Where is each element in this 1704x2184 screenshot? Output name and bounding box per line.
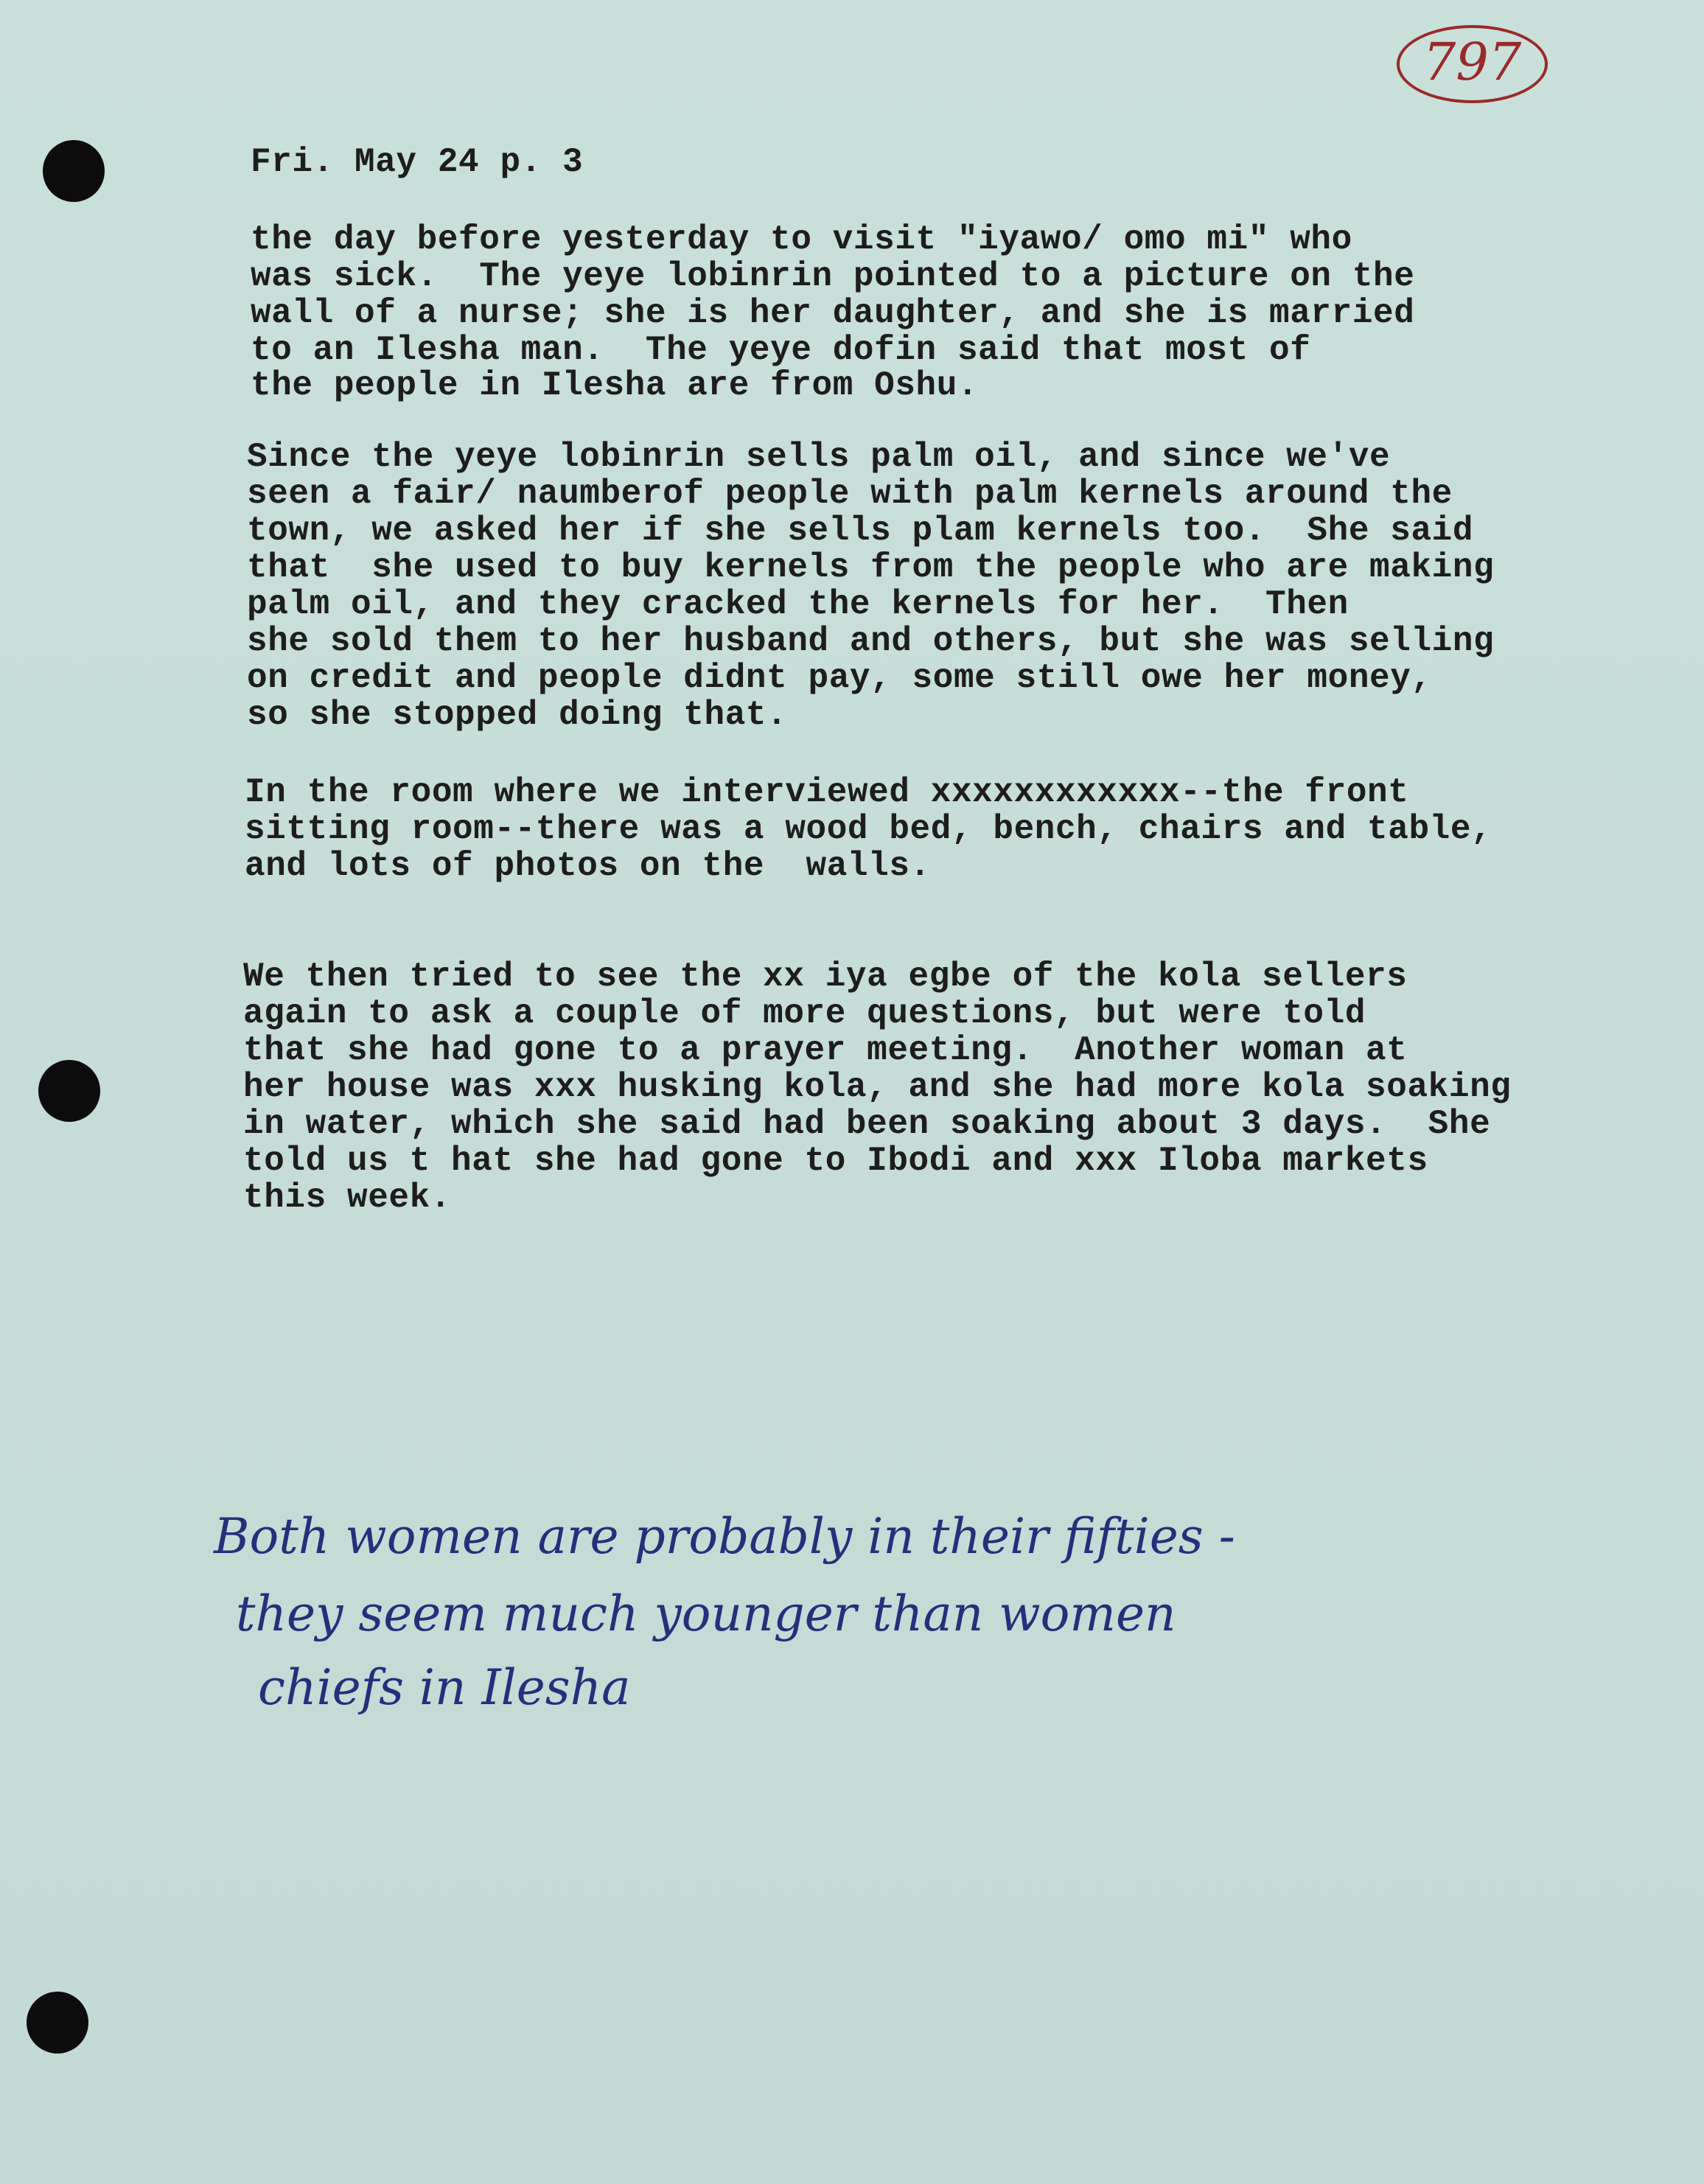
text-line: was sick. The yeye lobinrin pointed to a picture on the <box>251 257 1415 296</box>
text-line: the people in Ilesha are from Oshu. <box>251 366 979 405</box>
page-number: 797 <box>1422 32 1522 92</box>
text-line: so she stopped doing that. <box>247 696 788 734</box>
text-line: In the room where we interviewed xxxxxxxxxxxx--the front <box>245 773 1409 812</box>
text-line: Since the yeye lobinrin sells palm oil, and since we've <box>247 438 1391 476</box>
text-line: again to ask a couple of more questions, but were told <box>243 994 1366 1033</box>
text-line: seen a fair/ naumberof people with palm kernels around the <box>247 475 1453 513</box>
text-line: on credit and people didnt pay, some still owe her money, <box>247 659 1432 697</box>
handwritten-line: Both women are probably in their fifties - <box>214 1508 1235 1565</box>
text-line: this week. <box>243 1179 452 1217</box>
text-line: wall of a nurse; she is her daughter, and she is married <box>251 294 1415 332</box>
text-line: palm oil, and they cracked the kernels for her. Then <box>247 585 1349 624</box>
text-line: sitting room--there was a wood bed, bench, chairs and table, <box>245 810 1492 848</box>
text-line: she sold them to her husband and others, but she was selling <box>247 622 1495 660</box>
text-line: her house was xxx husking kola, and she had more kola soaking <box>243 1068 1512 1106</box>
handwritten-line: they seem much younger than women <box>236 1585 1176 1642</box>
text-line: that she had gone to a prayer meeting. Another woman at <box>243 1031 1408 1070</box>
punch-hole <box>27 1992 88 2054</box>
text-line: that she used to buy kernels from the people who are making <box>247 548 1495 587</box>
text-line: to an Ilesha man. The yeye dofin said that most of <box>251 331 1311 369</box>
text-line: and lots of photos on the walls. <box>245 847 931 885</box>
text-line: in water, which she said had been soaking about 3 days. She <box>243 1105 1491 1143</box>
text-line: town, we asked her if she sells plam kernels too. She said <box>247 512 1474 550</box>
text-line: told us t hat she had gone to Ibodi and xxx Iloba markets <box>243 1142 1428 1180</box>
page-number-stamp <box>1397 25 1548 103</box>
handwritten-line: chiefs in Ilesha <box>258 1659 631 1716</box>
text-line: the day before yesterday to visit "iyawo/ omo mi" who <box>251 220 1352 259</box>
text-line: We then tried to see the xx iya egbe of the kola sellers <box>243 957 1408 996</box>
page-heading: Fri. May 24 p. 3 <box>251 143 584 181</box>
